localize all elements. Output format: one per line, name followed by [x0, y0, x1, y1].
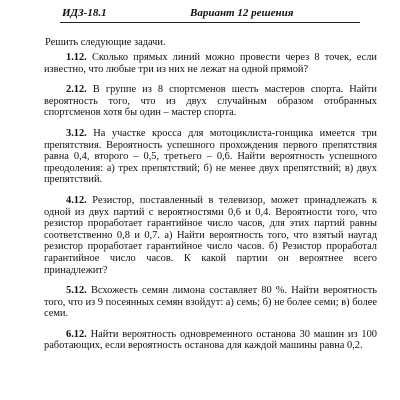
header-rule [60, 22, 360, 23]
task-item [44, 329, 377, 352]
task-text: Резистор, поставленный в телевизор, может принадлежать к одной из двух партий с вероятностями 0,6 и 0,4. Вероятности того, что резистор проработает гарантийное число часов, для этих партий равны соответственно 0,8 и 0,7. а) Найти вероятность того, что взятый наугад резистор проработает гарантийное число часов. б) Резистор проработал гарантийное число часов. К какой партии он вероятнее всего принадлежит? [44, 194, 377, 276]
task-text: На участке кросса для мотоциклиста-гонщика имеется три препятствия. Вероятность успешного прохождения первого препятствия равна 0,4, второго – 0,5, третьего – 0,6. Найти вероятность успешного преодоления: а) трех препятствий; б) не менее двух препятствий; в) двух препятствий. [44, 127, 377, 186]
task-item [44, 128, 377, 186]
task-item [44, 52, 377, 75]
task-number: 2.12. [66, 84, 87, 96]
task-number: 6.12. [66, 328, 87, 340]
task-number: 5.12. [66, 285, 87, 297]
intro-text: Решить следующие задачи. [45, 37, 166, 48]
assignment-code: ИДЗ-18.1 [62, 7, 107, 19]
task-item [44, 84, 377, 119]
task-item [44, 285, 377, 320]
task-list [44, 52, 377, 361]
task-number: 3.12. [66, 127, 87, 139]
page-header [62, 7, 380, 23]
task-text: Всхожесть семян лимона составляет 80 %. Найти вероятность того, что из 9 посеянных семян взойдут: а) семь; б) не более семи; в) более семи. [44, 285, 377, 320]
task-text: Найти вероятность одновременного останова 30 машин из 100 работающих, если вероятность останова для каждой машины равна 0,2. [44, 328, 377, 352]
task-number: 4.12. [66, 194, 87, 206]
task-text: В группе из 8 спортсменов шесть мастеров спорта. Найти вероятность того, что из двух случайным образом отобранных спортсменов хотя бы один – мастер спорта. [44, 84, 377, 119]
task-number: 1.12. [66, 52, 87, 63]
task-text: Сколько прямых линий можно провести через 8 точек, если известно, что любые три из них не лежат на одной прямой? [44, 52, 377, 75]
task-item [44, 195, 377, 276]
variant-title: Вариант 12 решения [190, 7, 294, 19]
